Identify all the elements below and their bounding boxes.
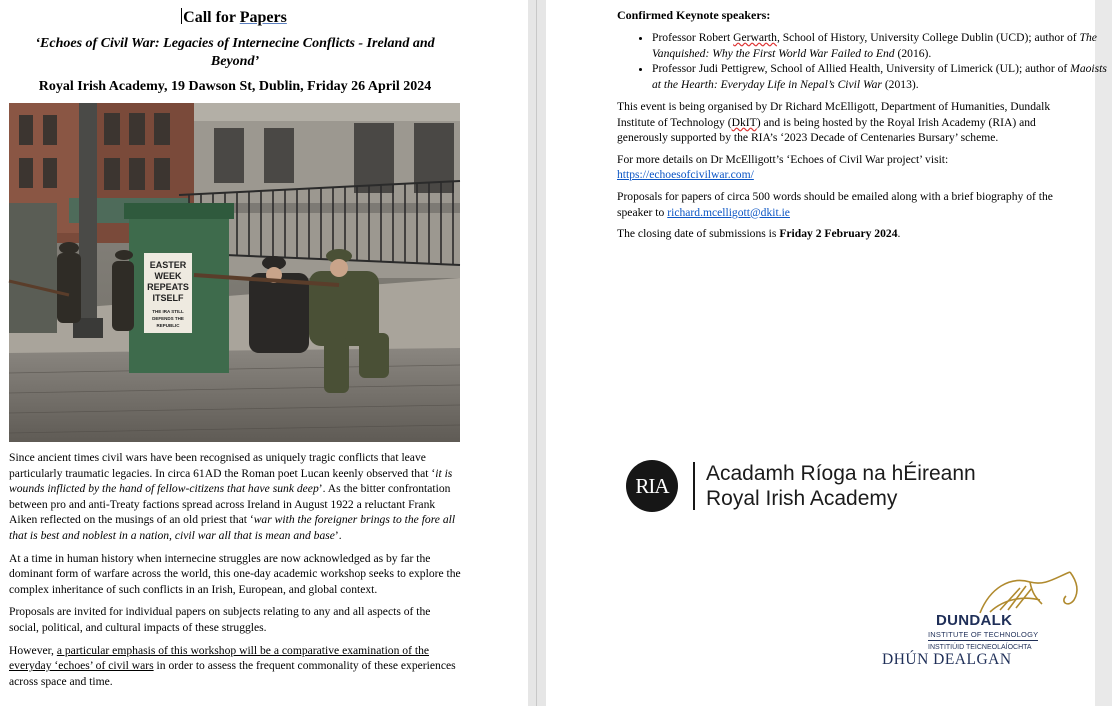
ria-name-irish: Acadamh Ríoga na hÉireann: [706, 462, 976, 485]
title-underlined-word: Papers: [239, 9, 287, 26]
event-venue: Royal Irish Academy, 19 Dawson St, Dublin, Friday 26 April 2024: [38, 79, 432, 94]
book-title: Maoists at the Hearth: Everyday Life in Nepal’s Civil War: [652, 62, 1107, 91]
poster-text-5: THE IRA STILL: [152, 309, 184, 314]
aiken-quote: war with the foreigner brings to the fore all that is best and noblest in a nation, civil war all that is mean and base: [9, 513, 456, 542]
text-cursor: [181, 8, 182, 24]
paragraph-intro: Since ancient times civil wars have been recognised as uniquely tragic conflicts that leave particularly traumatic legacies. In circa 61AD the Roman poet Lucan keenly observed that ‘it is wounds inflicted by the hand of fellow-citizens that have sunk deep’. As the bitter confrontation between pro and anti-Treaty factions spread across Ireland in August 1922 a reluctant Frank Aiken reflected on the musings of an old priest that ‘war with the foreigner brings to the fore all that is best and noblest in a nation, civil war all that is mean and base’.: [9, 451, 456, 542]
poster-text-3: REPEATS: [147, 282, 189, 292]
page-title: Call for Papers: [183, 9, 287, 26]
organiser-paragraph: This event is being organised by Dr Richard McElligott, Department of Humanities, Dundalk Institute of Technology (DkIT) and is being hosted by the Royal Irish Academy (RIA) and generously supported by the RIA’s ‘2023 Decade of Centenaries Bursary’ scheme.: [617, 100, 1051, 145]
dkit-name-irish: DHÚN DEALGAN: [882, 651, 1012, 668]
poster-text-4: ITSELF: [152, 293, 184, 303]
poster-text-2: WEEK: [154, 271, 182, 281]
emphasis-underlined: a particular emphasis of this workshop will be a comparative examination of the everyday ‘echoes’ of civil wars: [9, 643, 430, 673]
ria-name-english: Royal Irish Academy: [706, 487, 898, 510]
keynote-heading: Confirmed Keynote speakers:: [617, 8, 771, 22]
civil-war-photo: [9, 103, 460, 442]
document-page-right: [546, 0, 1107, 706]
harp-emblem-icon: [970, 568, 1090, 618]
body-text: [9, 450, 461, 696]
project-website-link[interactable]: https://echoesofcivilwar.com/: [617, 168, 754, 182]
dkit-subtitle-irish: INSTITIÚID TEICNEOLAÍOCHTA: [928, 644, 1032, 651]
poster-text-7: REPUBLIC: [156, 323, 180, 328]
submission-paragraph: Proposals for papers of circa 500 words should be emailed along with a brief biography of the speaker to richard.mcelligott@dkit.ie: [617, 189, 1053, 219]
details-paragraph: For more details on Dr McElligott’s ‘Echoes of Civil War project’ visit: https://echoesofcivilwar.com/: [617, 152, 949, 182]
poster-text-1: EASTER: [149, 260, 187, 270]
closing-date: Friday 2 February 2024: [779, 227, 898, 241]
dkit-divider: [928, 640, 1038, 641]
logo-divider: [693, 462, 695, 510]
dkit-subtitle-english: INSTITUTE OF TECHNOLOGY: [928, 630, 1039, 639]
ria-emblem-icon: RIA: [626, 460, 678, 512]
spellcheck-flagged-word[interactable]: DkIT: [731, 115, 757, 129]
paragraph-context: At a time in human history when internecine struggles are now acknowledged as by far the dominant form of warfare across the world, this one-day academic workshop seeks to explore the complex inheritance of such conflicts in an Irish, European, and global context.: [9, 551, 461, 596]
event-details: [617, 99, 1077, 248]
ria-logo: [626, 460, 986, 520]
closing-date-paragraph: The closing date of submissions is Friday 2 February 2024.: [617, 227, 901, 241]
event-subtitle: ‘Echoes of Civil War: Legacies of Internecine Conflicts - Ireland and Beyond’: [35, 36, 435, 69]
keynote-speaker-list: [634, 30, 1112, 92]
keynote-speaker-2: • Professor Judi Pettigrew, School of Allied Health, University of Limerick (UL); author of Maoists at the Hearth: Everyday Life in Nepal’s Civil War (2013).: [652, 61, 1112, 92]
poster-text-6: DEFENDS THE: [152, 316, 184, 321]
paragraph-proposals: Proposals are invited for individual papers on subjects relating to any and all aspects of the social, political, and cultural impacts of these struggles.: [9, 605, 431, 634]
page-divider: [536, 0, 537, 706]
document-page-left: [0, 0, 528, 706]
book-title: The Vanquished: Why the First World War Failed to End: [652, 31, 1097, 60]
spellcheck-flagged-word[interactable]: Gerwarth: [733, 31, 777, 44]
submission-email-link[interactable]: richard.mcelligott@dkit.ie: [667, 205, 790, 219]
dkit-name: DUNDALK: [936, 612, 1013, 629]
lucan-quote: it is wounds inflicted by the hand of fellow-citizens that have sunk deep: [9, 466, 453, 496]
paragraph-emphasis: However, a particular emphasis of this workshop will be a comparative examination of the everyday ‘echoes’ of civil wars in order to assess the frequent commonality of these experiences across space and time.: [9, 643, 456, 688]
dkit-logo: [880, 568, 1090, 678]
page-gutter: [528, 0, 546, 706]
keynote-speaker-1: • Professor Robert Gerwarth, School of History, University College Dublin (UCD); author of The Vanquished: Why the First World War Failed to End (2016).: [652, 30, 1112, 61]
